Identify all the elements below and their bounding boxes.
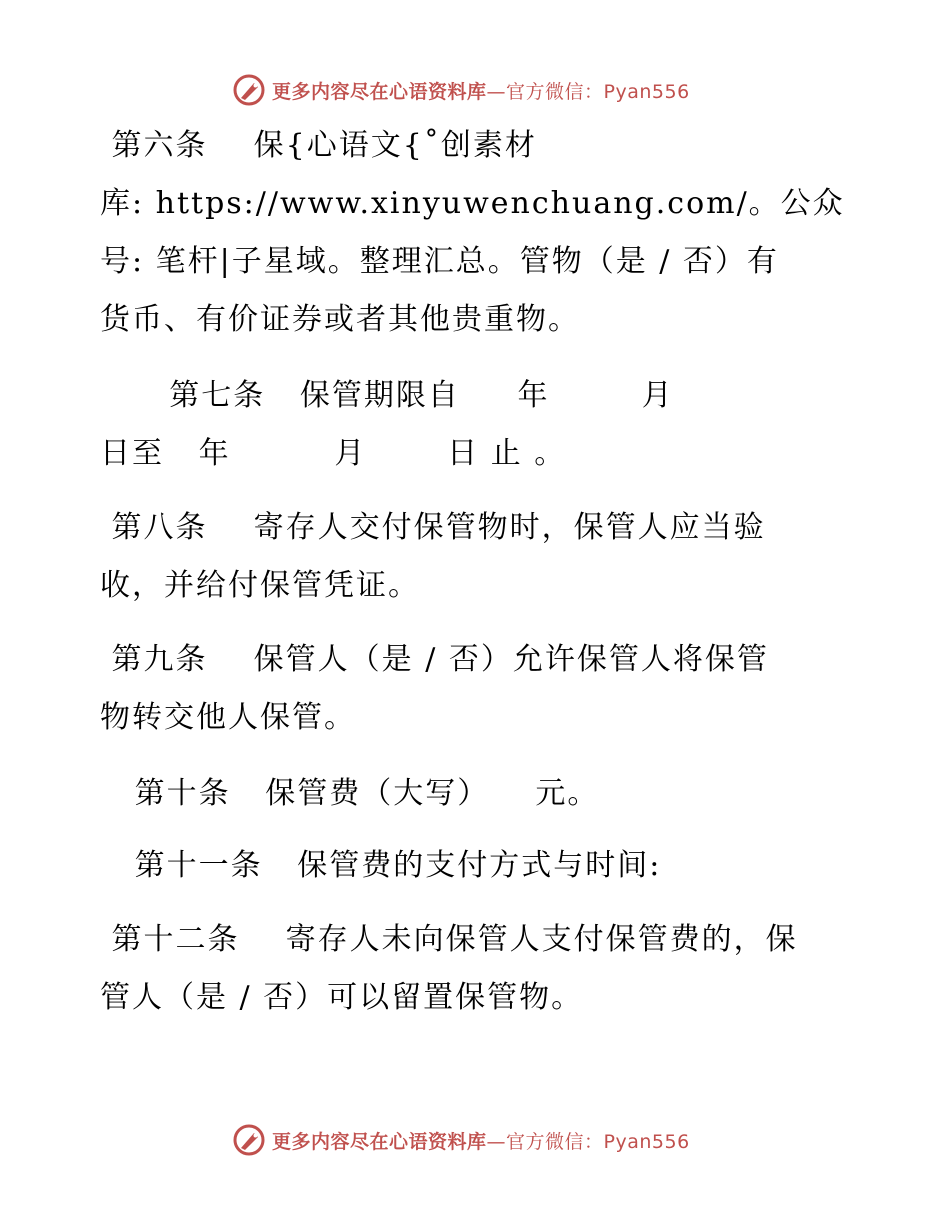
clause-7-line-1: 第七条 保管期限自 年 月 bbox=[100, 378, 674, 413]
pen-nib-circle-icon bbox=[232, 1123, 266, 1157]
clause-6-line-4: 货币、有价证券或者其他贵重物。 bbox=[100, 302, 580, 337]
watermark-text bbox=[272, 77, 690, 104]
clause-9-line-1: 第九条 保管人（是 / 否）允许保管人将保管 bbox=[100, 642, 769, 677]
watermark-colon: ： bbox=[584, 1130, 604, 1153]
watermark-official: 官方微信 bbox=[506, 1130, 585, 1153]
clause-12-line-2: 管人（是 / 否）可以留置保管物。 bbox=[100, 980, 584, 1015]
clause-9-line-2: 物转交他人保管。 bbox=[100, 700, 356, 735]
watermark-wechat-id: Pyan556 bbox=[603, 1130, 690, 1153]
clause-6-line-3: 号: 笔杆|子星域。整理汇总。管物（是 / 否）有 bbox=[100, 244, 779, 279]
pen-nib-circle-icon bbox=[232, 73, 266, 107]
clause-7-line-2: 日至 年 月 日 止 。 bbox=[100, 436, 567, 471]
clause-10-line-1: 第十条 保管费（大写） 元。 bbox=[100, 776, 600, 811]
clause-6-line-1: 第六条 保{心语文{˚创素材 bbox=[100, 128, 537, 163]
clause-12-line-1: 第十二条 寄存人未向保管人支付保管费的，保 bbox=[100, 922, 798, 957]
clause-8-line-2: 收，并给付保管凭证。 bbox=[100, 568, 420, 603]
watermark-wechat-id: Pyan556 bbox=[603, 80, 690, 103]
watermark-text bbox=[272, 1127, 690, 1154]
watermark-official: 官方微信 bbox=[506, 80, 585, 103]
watermark-brand: 更多内容尽在心语资料库 bbox=[272, 80, 487, 103]
watermark-dash: — bbox=[486, 1130, 507, 1153]
clause-11-line-1: 第十一条 保管费的支付方式与时间: bbox=[100, 848, 662, 883]
clause-8-line-1: 第八条 寄存人交付保管物时，保管人应当验 bbox=[100, 510, 766, 545]
watermark-dash: — bbox=[486, 80, 507, 103]
watermark-footer bbox=[232, 1122, 690, 1158]
clause-6-line-2: 库: https://www.xinyuwenchuang.com/。公众 bbox=[100, 186, 845, 221]
watermark-brand: 更多内容尽在心语资料库 bbox=[272, 1130, 487, 1153]
watermark-header bbox=[232, 72, 690, 108]
watermark-colon: ： bbox=[584, 80, 604, 103]
